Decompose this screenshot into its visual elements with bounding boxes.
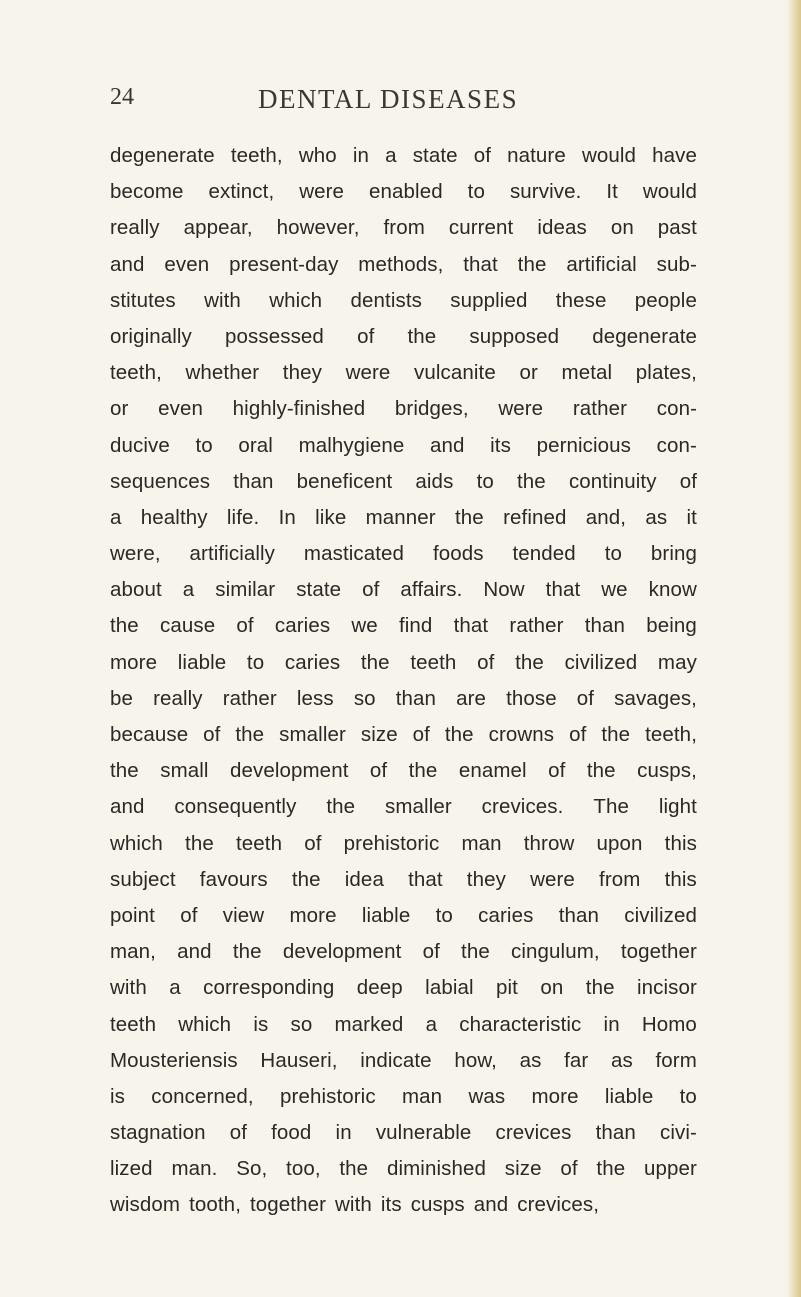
word: of — [477, 650, 495, 674]
word: crowns — [488, 723, 555, 746]
word: find — [398, 614, 433, 638]
word: however, — [276, 216, 360, 240]
word: appear, — [183, 216, 253, 240]
word: form — [655, 1048, 697, 1072]
word: was — [468, 1084, 506, 1108]
word: less — [296, 686, 334, 710]
word: like — [315, 505, 347, 529]
word: as — [519, 1048, 542, 1072]
word: the — [601, 723, 631, 746]
word: In — [278, 505, 296, 529]
body-text — [110, 138, 697, 1224]
word: teeth, — [645, 723, 697, 746]
text-line — [110, 572, 697, 608]
word: were, — [110, 542, 161, 566]
word: Now — [483, 578, 525, 602]
word: the — [586, 759, 616, 783]
word: crevices, — [517, 1193, 600, 1217]
word: nature — [507, 144, 566, 167]
word: from — [599, 867, 641, 891]
word: about — [110, 578, 162, 602]
text-line — [110, 464, 697, 500]
word: be — [110, 686, 134, 710]
word: of — [422, 940, 440, 964]
word: of — [569, 723, 587, 746]
word: it — [686, 505, 697, 529]
text-line — [110, 717, 697, 753]
word: cause — [160, 614, 216, 638]
word: the — [360, 650, 390, 674]
word: people — [634, 288, 697, 312]
page-header — [0, 84, 801, 120]
word: the — [517, 252, 547, 276]
word: the — [110, 614, 139, 638]
text-line — [110, 898, 697, 934]
word: may — [657, 650, 697, 674]
text-line — [110, 536, 697, 572]
word: It — [606, 180, 618, 204]
word: its — [380, 1193, 402, 1217]
text-line — [110, 826, 697, 862]
word: favours — [199, 867, 268, 891]
word: The — [593, 795, 629, 819]
word: methods, — [358, 252, 444, 276]
word: and — [177, 940, 212, 964]
word: this — [664, 867, 697, 891]
text-line — [110, 283, 697, 319]
word: of — [473, 144, 492, 167]
word: tended — [512, 542, 576, 566]
word: the — [515, 650, 544, 674]
word: man, — [110, 940, 156, 964]
word: too, — [286, 1157, 321, 1181]
word: beneficent — [296, 469, 393, 493]
word: of — [369, 759, 388, 783]
word: and — [110, 252, 145, 276]
word: the — [461, 940, 490, 964]
word: ducive — [110, 433, 170, 457]
word: prehistoric — [343, 831, 440, 855]
word: that — [408, 867, 443, 891]
word: of — [412, 723, 430, 746]
text-line — [110, 1043, 697, 1079]
word: vulnerable — [375, 1121, 472, 1145]
word: the — [585, 976, 615, 1000]
word: teeth — [110, 1012, 157, 1036]
word: continuity — [568, 469, 657, 493]
word: highly-finished — [232, 397, 366, 421]
word: enamel — [458, 759, 527, 783]
word: or — [519, 361, 538, 385]
word: together — [620, 940, 697, 964]
word: with — [335, 1193, 372, 1217]
word: development — [282, 940, 402, 964]
word: these — [555, 288, 607, 312]
word: that — [453, 614, 489, 638]
word: current — [448, 216, 514, 240]
word: to — [679, 1084, 697, 1108]
word: liable — [177, 650, 227, 674]
word: man — [461, 831, 502, 855]
word: in — [352, 144, 369, 167]
word: corresponding — [203, 976, 335, 1000]
word: because — [110, 723, 189, 746]
text-line — [110, 753, 697, 789]
word: the — [407, 324, 437, 348]
word: even — [164, 252, 210, 276]
word: the — [110, 759, 139, 783]
running-title: DENTAL DISEASES — [258, 84, 519, 114]
word: indicate — [360, 1048, 432, 1072]
word: enabled — [369, 180, 443, 204]
word: of — [203, 723, 221, 746]
text-line — [110, 1115, 697, 1151]
word: were — [345, 361, 391, 385]
text-line — [110, 789, 697, 825]
word: to — [435, 903, 453, 927]
word: consequently — [174, 795, 297, 819]
word: to — [195, 433, 213, 457]
word: extinct, — [208, 180, 275, 204]
word: how, — [454, 1048, 497, 1072]
word: throw — [523, 831, 575, 855]
word: than — [584, 614, 626, 638]
word: of — [236, 614, 254, 638]
word: with — [204, 288, 241, 312]
word: more — [110, 650, 158, 674]
word: artificially — [189, 542, 276, 566]
word: we — [351, 614, 378, 638]
word: are — [456, 686, 487, 710]
word: the — [291, 867, 321, 891]
word: which — [110, 831, 163, 855]
word: past — [657, 216, 697, 240]
word: incisor — [636, 976, 697, 1000]
word: smaller — [279, 723, 346, 746]
word: in — [603, 1012, 620, 1036]
word: a — [425, 1012, 438, 1036]
word: teeth, — [230, 144, 283, 167]
word: with — [110, 976, 147, 1000]
word: together — [249, 1193, 327, 1217]
word: in — [335, 1121, 352, 1145]
word: supplied — [450, 288, 528, 312]
word: cingulum, — [511, 940, 600, 964]
word: lized — [110, 1157, 153, 1181]
word: similar — [215, 578, 276, 602]
word: who — [298, 144, 337, 167]
word: present-day — [229, 252, 339, 276]
word: civi- — [660, 1121, 697, 1145]
word: the — [596, 1157, 626, 1181]
word: so — [353, 686, 376, 710]
word: and, — [585, 505, 627, 529]
word: aids — [415, 469, 454, 493]
word: caries — [284, 650, 341, 674]
word: the — [326, 795, 356, 819]
word: rather — [572, 397, 628, 421]
word: a — [385, 144, 397, 167]
text-line — [110, 138, 697, 174]
text-line — [110, 970, 697, 1006]
word: masticated — [303, 542, 405, 566]
word: life. — [226, 505, 260, 529]
word: were — [299, 180, 345, 204]
word: of — [560, 1157, 578, 1181]
word: sequences — [110, 469, 211, 493]
word: tooth, — [189, 1193, 241, 1217]
word: that — [463, 252, 498, 276]
word: of — [304, 831, 322, 855]
word: the — [408, 759, 438, 783]
word: a — [182, 578, 195, 602]
word: a — [169, 976, 181, 1000]
word: that — [545, 578, 581, 602]
word: more — [289, 903, 337, 927]
word: deep — [356, 976, 403, 1000]
word: so — [290, 1012, 313, 1036]
word: on — [610, 216, 634, 240]
word: and — [110, 795, 145, 819]
word: degenerate — [592, 324, 697, 348]
word: smaller — [385, 795, 452, 819]
word: whether — [185, 361, 260, 385]
word: So, — [236, 1157, 268, 1181]
word: of — [576, 686, 595, 710]
text-line — [110, 391, 697, 427]
word: were — [498, 397, 544, 421]
word: man — [401, 1084, 443, 1108]
word: its — [490, 433, 511, 457]
word: teeth — [235, 831, 283, 855]
word: the — [455, 505, 484, 529]
word: development — [230, 759, 349, 783]
word: survive. — [509, 180, 582, 204]
word: savages, — [614, 686, 697, 710]
word: malhygiene — [298, 433, 405, 457]
word: upper — [644, 1157, 697, 1181]
text-line — [110, 174, 697, 210]
word: which — [269, 288, 323, 312]
text-line — [110, 247, 697, 283]
word: would — [642, 180, 697, 204]
word: small — [160, 759, 209, 783]
word: foods — [432, 542, 484, 566]
word: teeth, — [110, 361, 162, 385]
word: supposed — [469, 324, 560, 348]
word: upon — [596, 831, 643, 855]
word: civilized — [624, 903, 697, 927]
word: con- — [656, 433, 697, 457]
word: affairs. — [400, 578, 463, 602]
word: manner — [365, 505, 436, 529]
word: this — [664, 831, 697, 855]
word: refined — [503, 505, 567, 529]
word: Hauseri, — [260, 1048, 338, 1072]
word: con- — [656, 397, 697, 421]
word: the — [232, 940, 262, 964]
word: liable — [604, 1084, 654, 1108]
text-line — [110, 1187, 697, 1223]
word: and — [473, 1193, 509, 1217]
word: state — [296, 578, 342, 602]
text-line — [110, 428, 697, 464]
word: as — [645, 505, 668, 529]
word: pernicious — [536, 433, 632, 457]
text-line — [110, 1007, 697, 1043]
word: man. — [171, 1157, 218, 1181]
word: of — [362, 578, 380, 602]
word: Mousteriensis — [110, 1048, 238, 1072]
word: of — [180, 903, 198, 927]
text-line — [110, 210, 697, 246]
word: as — [610, 1048, 633, 1072]
word: crevices — [495, 1121, 572, 1145]
word: size — [360, 723, 398, 746]
text-line — [110, 1151, 697, 1187]
word: pit — [496, 976, 518, 1000]
word: we — [601, 578, 628, 602]
word: really — [153, 686, 203, 710]
word: really — [110, 216, 160, 240]
word: crevices. — [481, 795, 564, 819]
text-line — [110, 934, 697, 970]
word: is — [253, 1012, 269, 1036]
word: sub- — [656, 252, 697, 276]
word: than — [595, 1121, 636, 1145]
word: rather — [222, 686, 277, 710]
word: than — [395, 686, 437, 710]
word: prehistoric — [280, 1084, 376, 1108]
word: plates, — [635, 361, 697, 385]
word: caries — [274, 614, 331, 638]
text-line — [110, 681, 697, 717]
word: idea — [344, 867, 384, 891]
word: the — [444, 723, 474, 746]
word: stitutes — [110, 288, 176, 312]
word: than — [558, 903, 600, 927]
word: artificial — [566, 252, 637, 276]
word: light — [658, 795, 697, 819]
word: know — [648, 578, 697, 602]
word: being — [646, 614, 697, 638]
word: food — [271, 1121, 312, 1145]
word: possessed — [225, 324, 324, 348]
word: of — [229, 1121, 248, 1145]
page-number: 24 — [110, 84, 134, 110]
word: state — [412, 144, 458, 167]
word: subject — [110, 867, 176, 891]
word: oral — [238, 433, 273, 457]
word: the — [339, 1157, 369, 1181]
word: ideas — [537, 216, 587, 240]
word: bring — [650, 542, 697, 566]
word: dentists — [350, 288, 422, 312]
word: teeth — [410, 650, 457, 674]
word: Homo — [641, 1012, 697, 1036]
word: a — [110, 505, 122, 529]
word: the — [517, 469, 546, 493]
word: of — [548, 759, 566, 783]
word: from — [383, 216, 425, 240]
text-line — [110, 355, 697, 391]
word: is — [110, 1084, 126, 1108]
word: have — [652, 144, 697, 167]
text-line — [110, 1079, 697, 1115]
word: marked — [334, 1012, 404, 1036]
word: wisdom — [110, 1193, 181, 1217]
word: bridges, — [394, 397, 469, 421]
word: those — [506, 686, 557, 710]
word: civilized — [564, 650, 638, 674]
word: the — [235, 723, 265, 746]
text-line — [110, 862, 697, 898]
word: point — [110, 903, 155, 927]
word: were — [530, 867, 575, 891]
word: stagnation — [110, 1121, 206, 1145]
word: caries — [478, 903, 534, 927]
word: cusps — [410, 1193, 465, 1217]
text-line — [110, 500, 697, 536]
word: to — [604, 542, 622, 566]
word: characteristic — [459, 1012, 582, 1036]
word: they — [282, 361, 322, 385]
word: to — [246, 650, 265, 674]
word: labial — [425, 976, 474, 1000]
word: size — [504, 1157, 542, 1181]
word: healthy — [140, 505, 208, 529]
word: of — [679, 469, 697, 493]
word: more — [531, 1084, 579, 1108]
word: to — [476, 469, 494, 493]
word: would — [581, 144, 637, 167]
text-line — [110, 608, 697, 644]
word: vulcanite — [414, 361, 496, 385]
word: of — [357, 324, 375, 348]
word: which — [178, 1012, 232, 1036]
word: cusps, — [637, 759, 697, 783]
word: they — [466, 867, 506, 891]
word: or — [110, 397, 129, 421]
word: view — [222, 903, 265, 927]
text-line — [110, 645, 697, 681]
text-line — [110, 319, 697, 355]
word: become — [110, 180, 184, 204]
word: metal — [561, 361, 613, 385]
word: and — [430, 433, 465, 457]
word: concerned, — [151, 1084, 254, 1108]
word: on — [540, 976, 564, 1000]
word: than — [233, 469, 274, 493]
word: degenerate — [110, 144, 215, 167]
word: the — [185, 831, 214, 855]
word: to — [467, 180, 485, 204]
word: diminished — [386, 1157, 486, 1181]
word: even — [158, 397, 203, 421]
word: liable — [361, 903, 411, 927]
word: originally — [110, 324, 192, 348]
page-edge-shadow — [787, 0, 801, 1297]
word: rather — [509, 614, 564, 638]
word: far — [564, 1048, 589, 1072]
